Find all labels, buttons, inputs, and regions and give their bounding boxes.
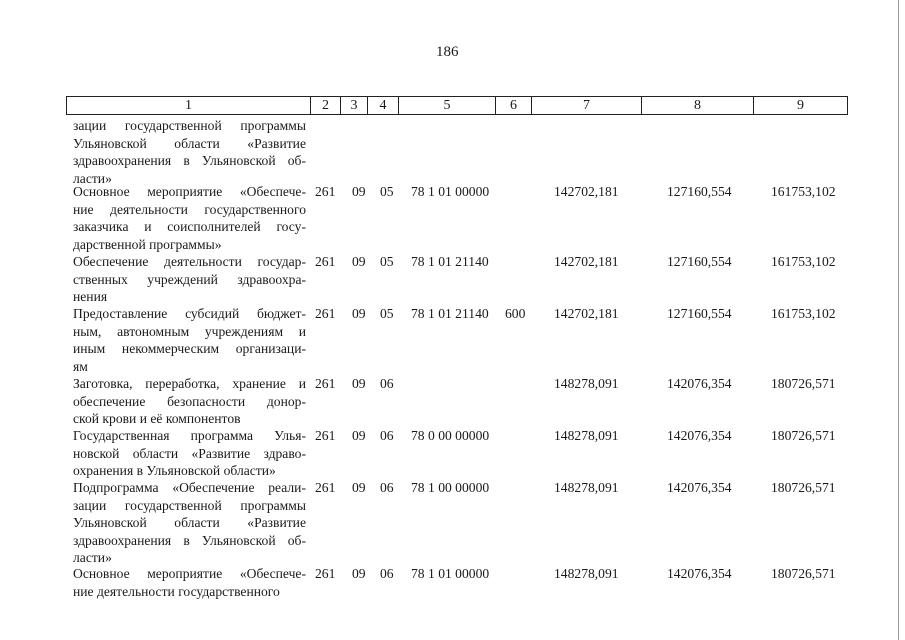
amount-year3-cell: 161753,102 bbox=[771, 306, 836, 321]
description-line: обеспечение безопасности донор- bbox=[73, 393, 306, 409]
amount-year3-cell: 180726,571 bbox=[771, 376, 836, 391]
description-line: ние деятельности государственного bbox=[73, 583, 280, 599]
description-line: Основное мероприятие «Обеспече- bbox=[73, 566, 306, 581]
amount-year1-cell: 142702,181 bbox=[554, 254, 619, 269]
target-article-cell: 78 1 01 21140 bbox=[411, 254, 489, 269]
description-line: ям bbox=[73, 358, 88, 374]
description-line: Обеспечение деятельности государ- bbox=[73, 254, 306, 269]
expense-type-cell: 600 bbox=[505, 306, 526, 321]
row-description bbox=[73, 253, 306, 306]
description-line: иным некоммерческим организаци- bbox=[73, 341, 306, 356]
section-cell: 09 bbox=[352, 480, 366, 495]
ministry-code-cell: 261 bbox=[315, 566, 336, 581]
description-line: ным, автономным учреждениям и bbox=[73, 323, 306, 339]
description-line: Основное мероприятие «Обеспече- bbox=[73, 184, 306, 199]
header-col-7: 7 bbox=[532, 97, 642, 114]
description-line: ласти» bbox=[73, 550, 112, 565]
row-description bbox=[73, 479, 306, 567]
amount-year1-cell: 148278,091 bbox=[554, 566, 619, 581]
amount-year3-cell: 161753,102 bbox=[771, 184, 836, 199]
description-line: охранения в Ульяновской области» bbox=[73, 463, 276, 478]
description-line: нения bbox=[73, 289, 108, 304]
target-article-cell: 78 1 00 00000 bbox=[411, 480, 490, 495]
description-line: Заготовка, переработка, хранение и bbox=[73, 376, 306, 391]
description-line: Государственная программа Улья- bbox=[73, 428, 306, 443]
row-description bbox=[73, 117, 306, 187]
subsection-cell: 06 bbox=[380, 566, 394, 581]
description-line: ние деятельности государственного bbox=[73, 201, 306, 217]
description-line: новской области «Развитие здраво- bbox=[73, 445, 306, 461]
page-edge-line bbox=[898, 0, 899, 640]
description-line: здравоохранения в Ульяновской об- bbox=[73, 153, 306, 168]
subsection-cell: 06 bbox=[380, 428, 394, 443]
row-description bbox=[73, 375, 306, 428]
header-col-4: 4 bbox=[368, 97, 399, 114]
amount-year3-cell: 161753,102 bbox=[771, 254, 836, 269]
subsection-cell: 06 bbox=[380, 480, 394, 495]
header-col-5: 5 bbox=[399, 97, 496, 114]
section-cell: 09 bbox=[352, 566, 366, 581]
subsection-cell: 05 bbox=[380, 306, 394, 321]
amount-year3-cell: 180726,571 bbox=[771, 566, 836, 581]
amount-year3-cell: 180726,571 bbox=[771, 480, 836, 495]
page-number: 186 bbox=[436, 44, 459, 60]
target-article-cell: 78 1 01 21140 bbox=[411, 306, 489, 321]
amount-year2-cell: 127160,554 bbox=[667, 254, 732, 269]
description-line: зации государственной программы bbox=[73, 118, 306, 133]
subsection-cell: 05 bbox=[380, 254, 394, 269]
description-line: заказчика и соисполнителей госу- bbox=[73, 219, 306, 234]
amount-year2-cell: 142076,354 bbox=[667, 376, 732, 391]
section-cell: 09 bbox=[352, 306, 366, 321]
target-article-cell: 78 1 01 00000 bbox=[411, 566, 490, 581]
ministry-code-cell: 261 bbox=[315, 376, 336, 391]
amount-year1-cell: 148278,091 bbox=[554, 480, 619, 495]
header-col-9: 9 bbox=[797, 98, 804, 113]
description-line: здравоохранения в Ульяновской об- bbox=[73, 532, 306, 548]
amount-year2-cell: 142076,354 bbox=[667, 566, 732, 581]
description-line: Предоставление субсидий бюджет- bbox=[73, 306, 306, 321]
section-cell: 09 bbox=[352, 184, 366, 199]
description-line: ственных учреждений здравоохра- bbox=[73, 271, 306, 287]
description-line: ской крови и её компонентов bbox=[73, 411, 241, 426]
section-cell: 09 bbox=[352, 254, 366, 269]
target-article-cell: 78 1 01 00000 bbox=[411, 184, 490, 199]
row-description bbox=[73, 183, 306, 253]
header-col-6: 6 bbox=[496, 97, 532, 114]
description-line: дарственной программы» bbox=[73, 236, 222, 252]
row-description bbox=[73, 427, 306, 480]
section-cell: 09 bbox=[352, 376, 366, 391]
amount-year1-cell: 148278,091 bbox=[554, 376, 619, 391]
amount-year2-cell: 127160,554 bbox=[667, 184, 732, 199]
ministry-code-cell: 261 bbox=[315, 306, 336, 321]
header-col-1: 1 bbox=[67, 97, 311, 114]
header-col-3: 3 bbox=[341, 97, 368, 114]
section-cell: 09 bbox=[352, 428, 366, 443]
ministry-code-cell: 261 bbox=[315, 184, 336, 199]
row-description bbox=[73, 305, 306, 375]
description-line: Ульяновской области «Развитие bbox=[73, 515, 306, 530]
target-article-cell: 78 0 00 00000 bbox=[411, 428, 490, 443]
amount-year3-cell: 180726,571 bbox=[771, 428, 836, 443]
amount-year2-cell: 142076,354 bbox=[667, 428, 732, 443]
ministry-code-cell: 261 bbox=[315, 254, 336, 269]
subsection-cell: 06 bbox=[380, 376, 394, 391]
row-description bbox=[73, 565, 306, 600]
ministry-code-cell: 261 bbox=[315, 480, 336, 495]
amount-year2-cell: 142076,354 bbox=[667, 480, 732, 495]
amount-year1-cell: 148278,091 bbox=[554, 428, 619, 443]
table-header bbox=[66, 96, 848, 115]
header-col-8: 8 bbox=[642, 97, 754, 114]
description-line: ласти» bbox=[73, 170, 112, 186]
header-col-2: 2 bbox=[311, 97, 341, 114]
description-line: зации государственной программы bbox=[73, 497, 306, 513]
amount-year1-cell: 142702,181 bbox=[554, 306, 619, 321]
amount-year1-cell: 142702,181 bbox=[554, 184, 619, 199]
ministry-code-cell: 261 bbox=[315, 428, 336, 443]
description-line: Ульяновской области «Развитие bbox=[73, 135, 306, 151]
subsection-cell: 05 bbox=[380, 184, 394, 199]
description-line: Подпрограмма «Обеспечение реали- bbox=[73, 480, 306, 495]
amount-year2-cell: 127160,554 bbox=[667, 306, 732, 321]
